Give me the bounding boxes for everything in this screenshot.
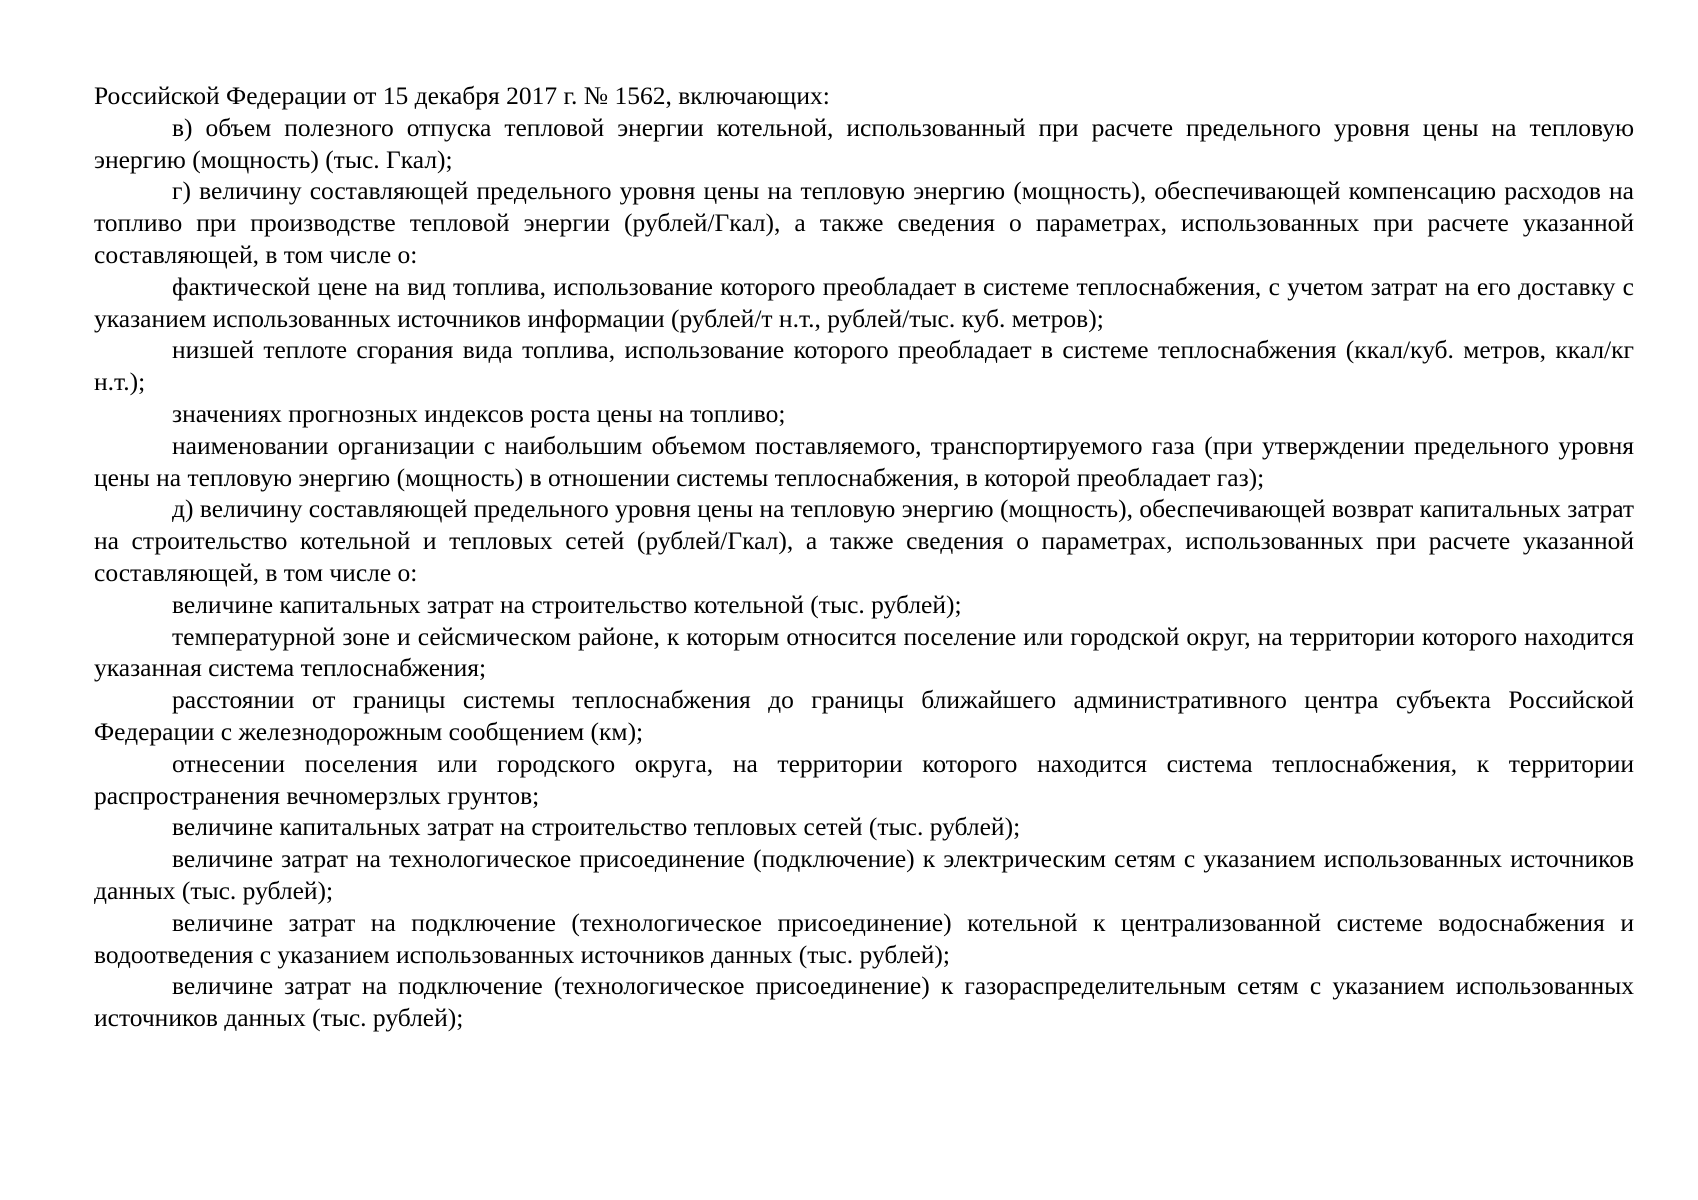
paragraph-electric-connection: величине затрат на технологическое присоединение (подключение) к электрическим сетям с указанием использованных источников данных (тыс. рублей); xyxy=(94,844,1634,905)
paragraph-distance: расстоянии от границы системы теплоснабжения до границы ближайшего административного центра субъекта Российской Федерации с железнодорожным сообщением (км); xyxy=(94,685,1634,746)
paragraph-item-g: г) величину составляющей предельного уровня цены на тепловую энергию (мощность), обеспечивающей компенсацию расходов на топливо при производстве тепловой энергии (рублей/Гкал), а также сведения о параметрах, использованных при расчете указанной составляющей, в том числе о: xyxy=(94,176,1634,269)
paragraph-gas-organization: наименовании организации с наибольшим объемом поставляемого, транспортируемого газа (при утверждении предельного уровня цены на тепловую энергию (мощность) в отношении системы теплоснабжения, в которой преобладает газ); xyxy=(94,430,1634,492)
paragraph-water-connection: величине затрат на подключение (технологическое присоединение) котельной к централизованной системе водоснабжения и водоотведения с указанием использованных источников данных (тыс. рублей); xyxy=(94,907,1634,969)
paragraph-calorific-value: низшей теплоте сгорания вида топлива, использование которого преобладает в системе теплоснабжения (ккал/куб. метров, ккал/кг н.т.); xyxy=(94,335,1634,397)
paragraph-price-indices: значениях прогнозных индексов роста цены на топливо; xyxy=(172,398,786,428)
paragraph-item-v: в) объем полезного отпуска тепловой энергии котельной, использованный при расчете предельного уровня цены на тепловую энергию (мощность) (тыс. Гкал); xyxy=(94,112,1634,174)
document-page xyxy=(94,80,1634,1034)
paragraph-item-d: д) величину составляющей предельного уровня цены на тепловую энергию (мощность), обеспечивающей возврат капитальных затрат на строительство котельной и тепловых сетей (рублей/Гкал), а также сведения о параметрах, использованных при расчете указанной составляющей, в том числе о: xyxy=(94,494,1634,587)
paragraph-fuel-price: фактической цене на вид топлива, использование которого преобладает в системе теплоснабжения, с учетом затрат на его доставку с указанием использованных источников информации (рублей/т н.т., рублей/тыс. куб. метров); xyxy=(94,271,1634,333)
paragraph-boiler-capex: величине капитальных затрат на строительство котельной (тыс. рублей); xyxy=(172,589,962,619)
paragraph-network-capex: величине капитальных затрат на строительство тепловых сетей (тыс. рублей); xyxy=(172,812,1021,842)
paragraph-temperature-zone: температурной зоне и сейсмическом районе, к которым относится поселение или городской округ, на территории которого находится указанная система теплоснабжения; xyxy=(94,621,1634,683)
paragraph-gas-connection: величине затрат на подключение (технологическое присоединение) к газораспределительным сетям с указанием использованных источников данных (тыс. рублей); xyxy=(94,971,1634,1033)
paragraph-permafrost: отнесении поселения или городского округа, на территории которого находится система теплоснабжения, к территории распространения вечномерзлых грунтов; xyxy=(94,748,1634,810)
paragraph-continuation: Российской Федерации от 15 декабря 2017 г. № 1562, включающих: xyxy=(94,81,830,110)
